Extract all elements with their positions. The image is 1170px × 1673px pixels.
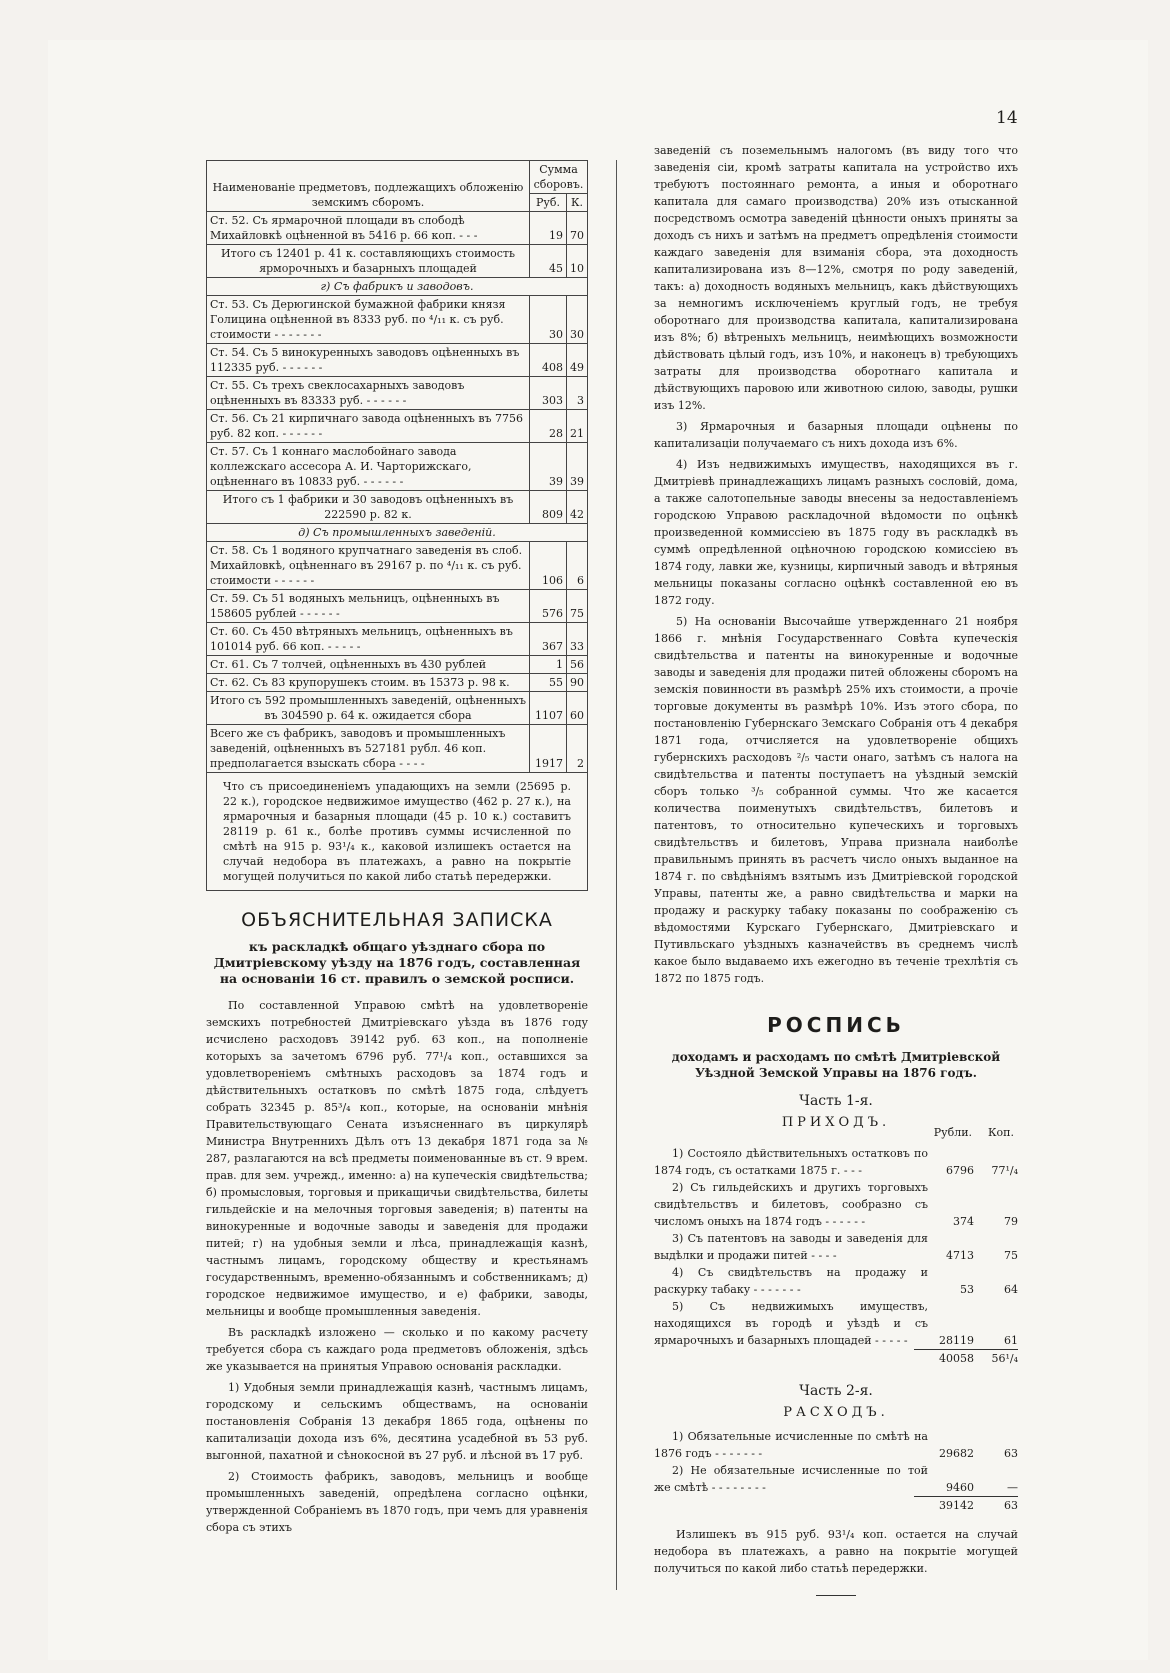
item-description: 3) Съ патентовъ на заводы и заведенія для выдѣлки и продажи питей - - - - [654, 1232, 928, 1262]
table-total-row [207, 692, 588, 725]
row-description: Ст. 62. Съ 83 крупорушекъ стоим. въ 15373 р. 98 к. [207, 674, 530, 692]
item-description: 2) Не обязательные исчисленные по той же смѣтѣ - - - - - - - - [654, 1464, 928, 1494]
row-description: Ст. 55. Съ трехъ свеклосахарныхъ заводовъ оцѣненныхъ въ 83333 руб. - - - - - - [207, 377, 530, 410]
row-kop: 60 [567, 692, 588, 725]
memo-paragraph: 5) На основаніи Высочайше утвержденнаго 21 ноября 1866 г. мнѣнія Государственнаго Совѣта купеческія свидѣтельства и патенты на винокуренные и водочные заводы и заведенія для продажи питей обложены сборомъ на земскія повинности въ размѣрѣ 25% ихъ стоимости, а прочіе торговые документы въ размѣрѣ 10%. Изъ этого сбора, по постановленію Губернскаго Земскаго Собранія отъ 4 декабря 1871 года, отчисляется на удовлетвореніе общихъ губернскихъ расходовъ ²/₅ части онаго, затѣмъ съ налога на свидѣтельства и патенты поступаетъ на уѣздный земскій сборъ только ³/₅ собранной суммы. Что же касается количества поименутыхъ свидѣтельствъ, билетовъ и патентовъ, то относительно купеческихъ и торговыхъ свидѣтельствъ и билетовъ, Управа признала наиболѣе правильнымъ принять въ расчетъ число оныхъ выданное на 1874 г. по свѣдѣніямъ взятымъ изъ Дмитріевской городской Управы, патенты же, а равно свидѣтельства и марки на продажу и раскурку табаку показаны по соображенію съ вѣдомостями Курскаго Губернскаго, Дмитріевскаго и Путивльскаго уѣздныхъ казначействъ въ среднемъ числѣ какое было выдаваемо ихъ ежегодно въ теченіе трехлѣтія съ 1872 по 1875 годъ. [654, 615, 1018, 985]
expense-list [654, 1428, 1018, 1496]
item-rub: 53 [960, 1283, 974, 1296]
column-divider [616, 160, 617, 1590]
table-note: Что съ присоединеніемъ упадающихъ на земли (25695 р. 22 к.), городское недвижимое имущество (462 р. 27 к.), на ярмарочныя и базарныя площади (45 р. 10 к.) составитъ 28119 р. 61 к., болѣе противъ суммы исчисленной по смѣтѣ на 915 р. 93¹/₄ к., каковой излишекъ остается на случай недобора въ платежахъ, а равно на покрытіе могущей получиться по какой либо статьѣ передержки. [206, 773, 588, 891]
table-row [207, 674, 588, 692]
rospis-subtitle: доходамъ и расходамъ по смѣтѣ Дмитріевской Уѣздной Земской Управы на 1876 годъ. [671, 1050, 1001, 1080]
row-description: Ст. 59. Съ 51 водяныхъ мельницъ, оцѣненныхъ въ 158605 рублей - - - - - - [207, 590, 530, 623]
row-rub: 576 [530, 590, 567, 623]
memo-paragraph: 2) Стоимость фабрикъ, заводовъ, мельницъ и вообще промышленныхъ заведеній, опредѣлена согласно оцѣнки, утвержденной Собраніемъ въ 1870 годъ, при чемъ для уравненія сбора съ этихъ [206, 1470, 588, 1534]
item-rub: 6796 [946, 1164, 974, 1177]
list-item [654, 1264, 1018, 1298]
list-item [654, 1298, 1018, 1349]
item-kop: 61 [1004, 1334, 1018, 1347]
memo-paragraph: 4) Изъ недвижимыхъ имуществъ, находящихся въ г. Дмитріевѣ принадлежащихъ лицамъ разныхъ сословій, дома, а также салотопельные заводы внесены за недоставленіемъ городскою Управою раскладочной вѣдомости по оцѣнкѣ произведенной коммиссіею въ 1875 году въ раскладкѣ въ суммѣ опредѣленной оцѣночною городскою комиссіею въ 1874 году, лавки же, кузницы, кирпичный заводъ и вѣтряныя мельницы показаны согласно оцѣнкѣ составленной ею въ 1872 году. [654, 458, 1018, 607]
row-rub: 809 [530, 491, 567, 524]
table-section-heading [207, 278, 588, 296]
row-rub: 367 [530, 623, 567, 656]
row-rub: 1 [530, 656, 567, 674]
left-column [206, 160, 588, 1540]
row-description: Итого съ 12401 р. 41 к. составляющихъ стоимость ярморочныхъ и базарныхъ площадей [207, 245, 530, 278]
section-label: д) Съ промышленныхъ заведеній. [207, 524, 588, 542]
memo-paragraph: 1) Удобныя земли принадлежащія казнѣ, частнымъ лицамъ, городскому и сельскимъ обществамъ, на основаніи постановленія Собранія 13 декабря 1865 года, оцѣнены по капитализаціи дохода изъ 6%, десятина усадебной въ 53 руб. выгонной, пахатной и сѣнокосной въ 27 руб. и лѣсной въ 17 руб. [206, 1381, 588, 1462]
row-rub: 303 [530, 377, 567, 410]
item-kop: — [1007, 1481, 1018, 1494]
row-kop: 30 [567, 296, 588, 344]
memo-paragraph: По составленной Управою смѣтѣ на удовлетвореніе земскихъ потребностей Дмитріевскаго уѣзда въ 1876 году исчислено расходовъ 39142 руб. 63 коп., на пополненіе которыхъ за зачетомъ 6796 руб. 77¹/₄ коп., оставшихся за удовлетвореніемъ смѣтныхъ расходовъ за 1874 годъ и дѣйствительныхъ остатковъ по смѣтѣ 1875 года, слѣдуетъ собрать 32345 р. 85³/₄ коп., которые, на основаніи мнѣнія Правительствующаго Сената изъясненнаго въ циркулярѣ Министра Внутреннихъ Дѣлъ отъ 13 декабря 1871 года за № 287, разлагаются на всѣ предметы поименованные въ ст. 9 врем. прав. для зем. учрежд., именно: а) на купеческія свидѣтельства; б) промысловыя, торговыя и прикащичьи свидѣтельства, билеты гильдейскіе и на мелочныя торговыя заведенія; в) патенты на винокуренные и водочные заводы и заведенія для продажи питей; г) на удобныя земли и лѣса, принадлежащія казнѣ, частнымъ лицамъ, городскому обществу и крестьянамъ государственнымъ, временно-обязаннымъ и собственникамъ; д) городское недвижимое имущество, и е) фабрики, заводы, мельницы и вообще промышленныя заведенія. [206, 999, 588, 1318]
table-row [207, 590, 588, 623]
row-kop: 33 [567, 623, 588, 656]
row-kop: 56 [567, 656, 588, 674]
table-row [207, 344, 588, 377]
item-rub: 4713 [946, 1249, 974, 1262]
part1-title: Часть 1-я. [799, 1093, 873, 1109]
list-item [654, 1428, 1018, 1462]
right-column [654, 142, 1018, 1596]
item-rub: 9460 [946, 1481, 974, 1494]
table-row [207, 377, 588, 410]
row-kop: 3 [567, 377, 588, 410]
table-header-sum: Сумма сборовъ. [530, 161, 588, 194]
row-rub: 45 [530, 245, 567, 278]
item-rub: 29682 [939, 1447, 974, 1460]
item-description: 5) Съ недвижимыхъ имуществъ, находящихся въ городѣ и уѣздѣ и съ ярмарочныхъ и базарныхъ площадей - - - - - [654, 1300, 928, 1347]
row-rub: 55 [530, 674, 567, 692]
memo-paragraph: 3) Ярмарочныя и базарныя площади оцѣнены по капитализаціи получаемаго съ нихъ дохода изъ 6%. [654, 420, 1018, 450]
row-description: Итого съ 1 фабрики и 30 заводовъ оцѣненныхъ въ 222590 р. 82 к. [207, 491, 530, 524]
row-description: Ст. 54. Съ 5 винокуренныхъ заводовъ оцѣненныхъ въ 112335 руб. - - - - - - [207, 344, 530, 377]
col-kop-label: Коп. [988, 1126, 1014, 1139]
item-kop: 79 [1004, 1215, 1018, 1228]
row-kop: 90 [567, 674, 588, 692]
row-description: Ст. 56. Съ 21 кирпичнаго завода оцѣненныхъ въ 7756 руб. 82 коп. - - - - - - [207, 410, 530, 443]
table-row [207, 656, 588, 674]
list-item [654, 1179, 1018, 1230]
row-description: Ст. 53. Съ Дерюгинской бумажной фабрики князя Голицина оцѣненной въ 8333 руб. по ⁴/₁₁ к. съ руб. стоимости - - - - - - - [207, 296, 530, 344]
row-description: Ст. 58. Съ 1 водяного крупчатнаго заведенія въ слоб. Михайловкѣ, оцѣненнаго въ 29167 р. по ⁴/₁₁ к. съ руб. стоимости - - - - - - [207, 542, 530, 590]
row-kop: 42 [567, 491, 588, 524]
row-kop: 21 [567, 410, 588, 443]
row-rub: 408 [530, 344, 567, 377]
item-kop: 75 [1004, 1249, 1018, 1262]
item-kop: 64 [1004, 1283, 1018, 1296]
end-rule [816, 1595, 856, 1596]
memo-title: ОБЪЯСНИТЕЛЬНАЯ ЗАПИСКА [241, 909, 553, 931]
income-heading: ПРИХОДЪ. [781, 1115, 891, 1130]
item-kop: 63 [1004, 1447, 1018, 1460]
item-description: 1) Состояло дѣйствительныхъ остатковъ по 1874 годъ, съ остатками 1875 г. - - - [654, 1147, 928, 1177]
row-kop: 75 [567, 590, 588, 623]
row-rub: 1917 [530, 725, 567, 773]
table-row [207, 725, 588, 773]
row-rub: 28 [530, 410, 567, 443]
row-kop: 39 [567, 443, 588, 491]
row-description: Ст. 52. Съ ярмарочной площади въ слободѣ Михайловкѣ оцѣненной въ 5416 р. 66 коп. - - - [207, 212, 530, 245]
table-row [207, 296, 588, 344]
item-rub: 28119 [939, 1334, 974, 1347]
table-section-heading [207, 524, 588, 542]
row-rub: 1107 [530, 692, 567, 725]
tax-table [206, 160, 588, 773]
page-number: 14 [996, 108, 1018, 128]
row-description: Ст. 61. Съ 7 толчей, оцѣненныхъ въ 430 рублей [207, 656, 530, 674]
item-description: 1) Обязательные исчисленные по смѣтѣ на 1876 годъ - - - - - - - [654, 1430, 928, 1460]
table-header-name: Наименованіе предметовъ, подлежащихъ обложенію земскимъ сборомъ. [207, 161, 530, 212]
row-kop: 70 [567, 212, 588, 245]
table-header-rub: Руб. [530, 194, 567, 212]
row-rub: 39 [530, 443, 567, 491]
closing-note: Излишекъ въ 915 руб. 93¹/₄ коп. остается на случай недобора въ платежахъ, а равно на покрытіе могущей получиться по какой либо статьѣ передержки. [654, 1528, 1018, 1575]
row-kop: 6 [567, 542, 588, 590]
col-rub-label: Рубли. [933, 1126, 973, 1139]
income-list [654, 1145, 1018, 1349]
table-row [207, 443, 588, 491]
table-row [207, 212, 588, 245]
item-description: 4) Съ свидѣтельствъ на продажу и раскурку табаку - - - - - - - [654, 1266, 928, 1296]
row-kop: 10 [567, 245, 588, 278]
list-item [654, 1230, 1018, 1264]
rospis-title: РОСПИСЬ [767, 1013, 905, 1037]
memo-paragraph: заведеній съ поземельнымъ налогомъ (въ виду того что заведенія сіи, кромѣ затраты капитала на устройство ихъ требуютъ постояннаго ремонта, а иныя и оборотнаго капитала для самаго производства) 20% изъ отысканной посредствомъ осмотра заведеній цѣнности оныхъ приняты за доходъ съ нихъ и затѣмъ на предметъ опредѣленія стоимости каждаго заведенія для взиманія сбора, эта доходность капитализирована изъ 8—12%, смотря по роду заведеній, такъ: а) доходность водяныхъ мельницъ, какъ дѣйствующихъ за немногимъ исключеніемъ круглый годъ, не требуя оборотнаго для производства капитала, капитализирована изъ 8%; б) вѣтреныхъ мельницъ, неимѣющихъ возможности дѣйствовать цѣлый годъ, изъ 10%, и наконецъ в) требующихъ затраты для производства оборотнаго капитала и дѣйствующихъ паровою или животною силою, заводы, рушки изъ 12%. [654, 144, 1018, 412]
expense-heading: РАСХОДЪ. [783, 1405, 889, 1420]
table-row [207, 623, 588, 656]
tax-table-body [207, 212, 588, 773]
expense-total-kop: 63 [1004, 1499, 1018, 1512]
row-description: Ст. 57. Съ 1 коннаго маслобойнаго завода коллежскаго ассесора А. И. Чарторижскаго, оцѣненнаго въ 10833 руб. - - - - - - [207, 443, 530, 491]
memo-subtitle: къ раскладкѣ общаго уѣзднаго сбора по Дмитріевскому уѣзду на 1876 годъ, составленная на основаніи 16 ст. правилъ о земской росписи. [213, 939, 581, 986]
expense-total [914, 1496, 1018, 1514]
item-kop: 77¹/₄ [991, 1164, 1018, 1177]
list-item [654, 1145, 1018, 1179]
item-description: 2) Съ гильдейскихъ и другихъ торговыхъ свидѣтельствъ и билетовъ, сообразно съ числомъ оныхъ на 1874 годъ - - - - - - [654, 1181, 928, 1228]
expense-total-rub: 39142 [939, 1499, 974, 1512]
row-kop: 49 [567, 344, 588, 377]
table-row [207, 410, 588, 443]
table-total-row [207, 245, 588, 278]
income-total [914, 1349, 1018, 1367]
row-rub: 30 [530, 296, 567, 344]
table-row [207, 542, 588, 590]
list-item [654, 1462, 1018, 1496]
part2-title: Часть 2-я. [799, 1383, 873, 1399]
table-header-kop: К. [567, 194, 588, 212]
memo-paragraph: Въ раскладкѣ изложено — сколько и по какому расчету требуется сбора съ каждаго рода предметовъ обложенія, здѣсь же указывается на принятыя Управою основанія раскладки. [206, 1326, 588, 1373]
row-description: Всего же съ фабрикъ, заводовъ и промышленныхъ заведеній, оцѣненныхъ въ 527181 рубл. 46 коп. предполагается взыскать сбора - - - - [207, 725, 530, 773]
table-total-row [207, 491, 588, 524]
item-rub: 374 [953, 1215, 974, 1228]
section-label: г) Съ фабрикъ и заводовъ. [207, 278, 588, 296]
row-rub: 106 [530, 542, 567, 590]
income-total-rub: 40058 [939, 1352, 974, 1365]
row-kop: 2 [567, 725, 588, 773]
row-description: Ст. 60. Съ 450 вѣтряныхъ мельницъ, оцѣненныхъ въ 101014 руб. 66 коп. - - - - - [207, 623, 530, 656]
row-rub: 19 [530, 212, 567, 245]
row-description: Итого съ 592 промышленныхъ заведеній, оцѣненныхъ въ 304590 р. 64 к. ожидается сбора [207, 692, 530, 725]
income-total-kop: 56¹/₄ [991, 1352, 1018, 1365]
